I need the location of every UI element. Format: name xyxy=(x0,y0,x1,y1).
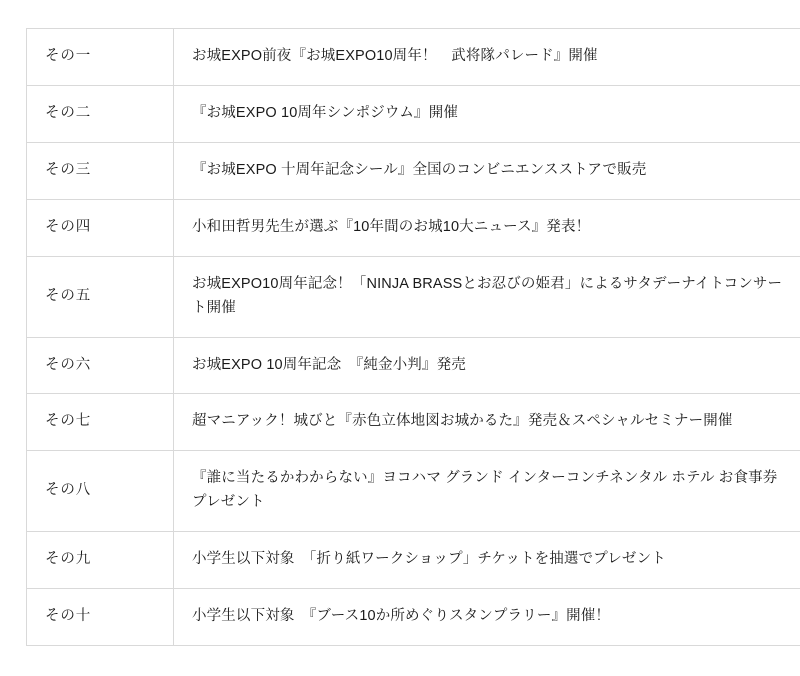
row-description: 小学生以下対象 「折り紙ワークショップ」チケットを抽選でプレゼント xyxy=(174,532,800,589)
row-label: その二 xyxy=(27,85,174,142)
row-label: その一 xyxy=(27,29,174,86)
row-description: 『お城EXPO 十周年記念シール』全国のコンビニエンスストアで販売 xyxy=(174,142,800,199)
table-row xyxy=(27,589,800,646)
row-label: その十 xyxy=(27,589,174,646)
announcement-table xyxy=(26,28,800,646)
table-row xyxy=(27,85,800,142)
table-row xyxy=(27,256,800,337)
row-description: 超マニアック！城びと『赤色立体地図お城かるた』発売＆スペシャルセミナー開催 xyxy=(174,394,800,451)
table-row xyxy=(27,394,800,451)
row-description: 『誰に当たるかわからない』ヨコハマ グランド インターコンチネンタル ホテル お食事券プレゼント xyxy=(174,451,800,532)
row-label: その八 xyxy=(27,451,174,532)
row-label: その三 xyxy=(27,142,174,199)
row-description: お城EXPO前夜『お城EXPO10周年！ 武将隊パレード』開催 xyxy=(174,29,800,86)
table-row xyxy=(27,532,800,589)
row-label: その七 xyxy=(27,394,174,451)
table-row xyxy=(27,142,800,199)
table-row xyxy=(27,451,800,532)
row-description: お城EXPO10周年記念！「NINJA BRASSとお忍びの姫君」によるサタデーナイトコンサート開催 xyxy=(174,256,800,337)
table-row xyxy=(27,29,800,86)
row-label: その六 xyxy=(27,337,174,394)
row-description: 『お城EXPO 10周年シンポジウム』開催 xyxy=(174,85,800,142)
row-description: 小学生以下対象 『ブース10か所めぐりスタンプラリー』開催！ xyxy=(174,589,800,646)
table-row xyxy=(27,337,800,394)
table-row xyxy=(27,199,800,256)
row-description: お城EXPO 10周年記念 『純金小判』発売 xyxy=(174,337,800,394)
row-label: その四 xyxy=(27,199,174,256)
row-description: 小和田哲男先生が選ぶ『10年間のお城10大ニュース』発表！ xyxy=(174,199,800,256)
row-label: その九 xyxy=(27,532,174,589)
table-body xyxy=(27,29,800,646)
row-label: その五 xyxy=(27,256,174,337)
